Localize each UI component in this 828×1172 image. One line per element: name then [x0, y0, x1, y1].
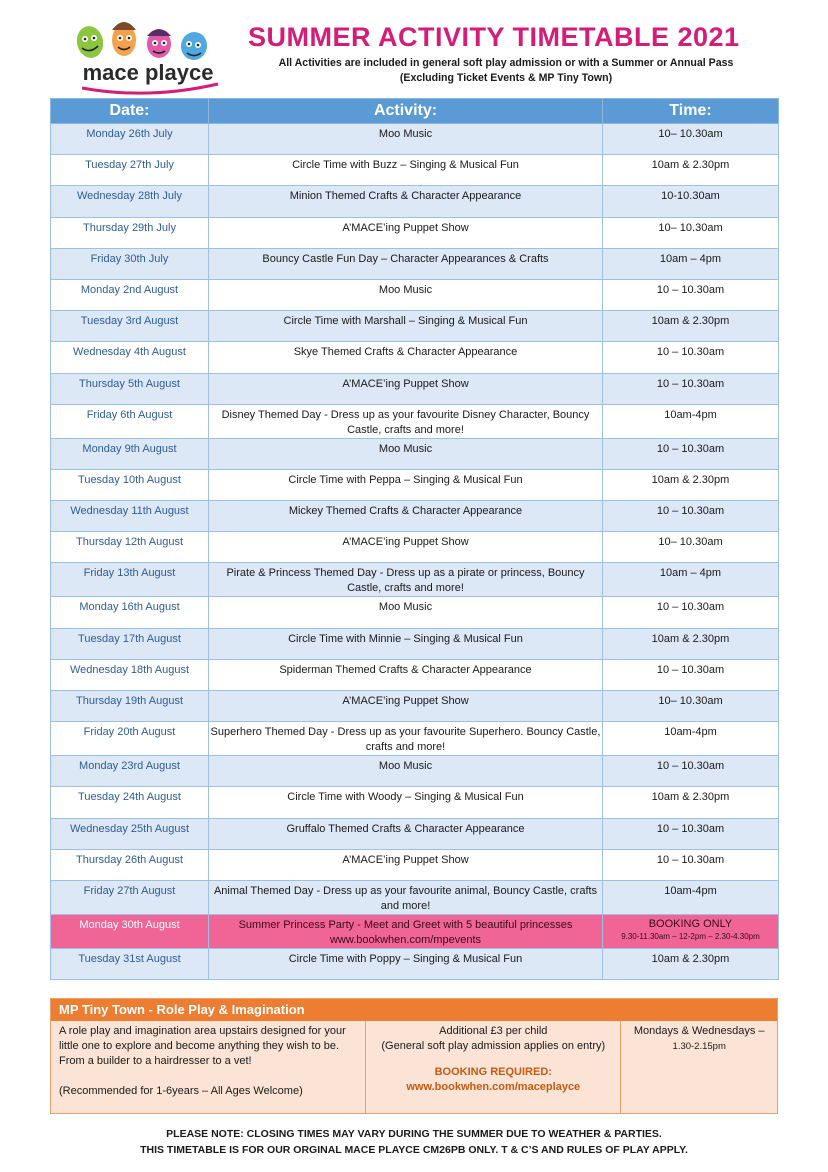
booking-required-label: BOOKING REQUIRED:: [434, 1066, 552, 1078]
time-cell: 10 – 10.30am: [603, 438, 779, 469]
date-cell: Tuesday 3rd August: [51, 311, 209, 342]
time-cell: 10am-4pm: [603, 404, 779, 438]
activity-cell: Circle Time with Peppa – Singing & Musical Fun: [209, 469, 603, 500]
activity-cell: Summer Princess Party - Meet and Greet with 5 beautiful princesses www.bookwhen.com/mpevents: [209, 914, 603, 948]
activity-cell: Animal Themed Day - Dress up as your favourite animal, Bouncy Castle, crafts and more!: [209, 880, 603, 914]
tiny-town-price-note: (General soft play admission applies on entry): [381, 1040, 606, 1052]
table-row: [51, 373, 779, 404]
tiny-town-days: Mondays & Wednesdays –: [633, 1025, 765, 1037]
table-row: [51, 186, 779, 217]
table-row: [51, 722, 779, 756]
table-row: [51, 659, 779, 690]
footer-line-2: THIS TIMETABLE IS FOR OUR ORGINAL MACE PLAYCE CM26PB ONLY. T & C’S AND RULES OF PLAY APPLY.: [140, 1144, 688, 1156]
activity-cell: Bouncy Castle Fun Day – Character Appearances & Crafts: [209, 248, 603, 279]
table-row: [51, 597, 779, 628]
mace-playce-logo: [68, 14, 228, 96]
footer-line-1: PLEASE NOTE: CLOSING TIMES MAY VARY DURING THE SUMMER DUE TO WEATHER & PARTIES.: [166, 1128, 662, 1140]
table-row: [51, 342, 779, 373]
booking-link[interactable]: www.bookwhen.com/maceplayce: [406, 1081, 581, 1093]
date-cell: Tuesday 31st August: [51, 948, 209, 979]
date-cell: Friday 30th July: [51, 248, 209, 279]
date-cell: Thursday 5th August: [51, 373, 209, 404]
time-cell: 10am-4pm: [603, 722, 779, 756]
time-cell: 10 – 10.30am: [603, 659, 779, 690]
table-row: [51, 501, 779, 532]
table-row: [51, 948, 779, 979]
activity-cell: A’MACE’ing Puppet Show: [209, 373, 603, 404]
table-row: [51, 404, 779, 438]
time-column-header: Time:: [603, 99, 779, 124]
date-cell: Friday 13th August: [51, 563, 209, 597]
activity-cell: Moo Music: [209, 597, 603, 628]
activity-cell: Moo Music: [209, 124, 603, 155]
date-cell: Tuesday 10th August: [51, 469, 209, 500]
date-cell: Friday 27th August: [51, 880, 209, 914]
table-row: [51, 818, 779, 849]
subtitle-line-1: All Activities are included in general soft play admission or with a Summer or Annual Pass: [278, 57, 734, 69]
table-row: [51, 311, 779, 342]
date-cell: Monday 9th August: [51, 438, 209, 469]
timetable-body: [51, 124, 779, 980]
activity-cell: Minion Themed Crafts & Character Appearance: [209, 186, 603, 217]
date-cell: Wednesday 25th August: [51, 818, 209, 849]
date-cell: Thursday 19th August: [51, 691, 209, 722]
table-row: [51, 691, 779, 722]
date-cell: Tuesday 27th July: [51, 155, 209, 186]
time-cell: 10– 10.30am: [603, 691, 779, 722]
table-row: [51, 155, 779, 186]
activity-cell: A’MACE’ing Puppet Show: [209, 532, 603, 563]
activity-cell: Circle Time with Minnie – Singing & Musical Fun: [209, 628, 603, 659]
time-cell: 10am – 4pm: [603, 248, 779, 279]
table-row: [51, 628, 779, 659]
time-cell: 10– 10.30am: [603, 124, 779, 155]
date-cell: Thursday 26th August: [51, 849, 209, 880]
time-cell: 10am & 2.30pm: [603, 787, 779, 818]
time-cell: 10-10.30am: [603, 186, 779, 217]
time-cell: 10 – 10.30am: [603, 818, 779, 849]
date-cell: Wednesday 4th August: [51, 342, 209, 373]
time-cell: 10 – 10.30am: [603, 279, 779, 310]
table-row: [51, 787, 779, 818]
time-cell: 10– 10.30am: [603, 217, 779, 248]
time-cell: 10 – 10.30am: [603, 756, 779, 787]
table-row: [51, 248, 779, 279]
time-cell: 10am & 2.30pm: [603, 155, 779, 186]
activity-cell: A’MACE’ing Puppet Show: [209, 217, 603, 248]
time-cell: 10 – 10.30am: [603, 501, 779, 532]
tiny-town-title: MP Tiny Town - Role Play & Imagination: [51, 999, 777, 1021]
subtitle: [250, 56, 762, 86]
time-cell: 10am & 2.30pm: [603, 628, 779, 659]
date-cell: Wednesday 18th August: [51, 659, 209, 690]
tiny-town-description-cell: [51, 1021, 366, 1113]
logo-text: mace playce: [82, 60, 214, 85]
activity-column-header: Activity:: [209, 99, 603, 124]
activity-cell: Moo Music: [209, 756, 603, 787]
table-row: [51, 756, 779, 787]
time-cell: 10am & 2.30pm: [603, 311, 779, 342]
table-row: [51, 849, 779, 880]
time-cell: 10am-4pm: [603, 880, 779, 914]
activity-cell: Disney Themed Day - Dress up as your favourite Disney Character, Bouncy Castle, crafts and more!: [209, 404, 603, 438]
table-row: [51, 914, 779, 948]
date-column-header: Date:: [51, 99, 209, 124]
time-cell: 10– 10.30am: [603, 532, 779, 563]
date-cell: Monday 16th August: [51, 597, 209, 628]
date-cell: Monday 2nd August: [51, 279, 209, 310]
activity-cell: A’MACE’ing Puppet Show: [209, 849, 603, 880]
date-cell: Monday 30th August: [51, 914, 209, 948]
tiny-town-body: [51, 1021, 777, 1113]
table-row: [51, 124, 779, 155]
session-times: 9.30-11.30am – 12-2pm – 2.30-4.30pm: [621, 931, 760, 941]
date-cell: Monday 23rd August: [51, 756, 209, 787]
date-cell: Thursday 29th July: [51, 217, 209, 248]
tiny-town-hours: 1.30-2.15pm: [672, 1041, 726, 1052]
time-cell: 10am – 4pm: [603, 563, 779, 597]
time-cell: 10 – 10.30am: [603, 342, 779, 373]
date-cell: Tuesday 24th August: [51, 787, 209, 818]
time-cell: 10am & 2.30pm: [603, 469, 779, 500]
tiny-town-price-cell: [366, 1021, 621, 1113]
activity-cell: Skye Themed Crafts & Character Appearance: [209, 342, 603, 373]
time-cell: 10 – 10.30am: [603, 849, 779, 880]
tiny-town-recommendation: (Recommended for 1-6years – All Ages Welcome): [59, 1085, 303, 1097]
activity-cell: Spiderman Themed Crafts & Character Appearance: [209, 659, 603, 690]
subtitle-line-2: (Excluding Ticket Events & MP Tiny Town): [399, 72, 613, 84]
timetable-header-row: [51, 99, 779, 124]
character-faces-icon: [74, 22, 209, 62]
activity-cell: Circle Time with Woody – Singing & Musical Fun: [209, 787, 603, 818]
table-row: [51, 563, 779, 597]
tiny-town-description: A role play and imagination area upstairs designed for your little one to explore and become anything they wish to be. From a builder to a hairdresser to a vet!: [59, 1025, 346, 1067]
tiny-town-price: Additional £3 per child: [439, 1025, 548, 1037]
date-cell: Friday 20th August: [51, 722, 209, 756]
activity-cell: Moo Music: [209, 438, 603, 469]
table-row: [51, 880, 779, 914]
footer-notes: [50, 1126, 778, 1158]
activity-cell: Gruffalo Themed Crafts & Character Appearance: [209, 818, 603, 849]
date-cell: Wednesday 28th July: [51, 186, 209, 217]
activity-cell: Circle Time with Marshall – Singing & Musical Fun: [209, 311, 603, 342]
table-row: [51, 438, 779, 469]
booking-only-label: BOOKING ONLY: [648, 917, 733, 930]
table-row: [51, 279, 779, 310]
page-title: SUMMER ACTIVITY TIMETABLE 2021: [248, 22, 740, 52]
date-cell: Wednesday 11th August: [51, 501, 209, 532]
time-cell: 10 – 10.30am: [603, 373, 779, 404]
time-cell: 10 – 10.30am: [603, 597, 779, 628]
date-cell: Tuesday 17th August: [51, 628, 209, 659]
tiny-town-hours-cell: [621, 1021, 777, 1113]
table-row: [51, 532, 779, 563]
tiny-town-panel: [50, 998, 778, 1114]
activity-cell: Superhero Themed Day - Dress up as your favourite Superhero. Bouncy Castle, crafts and more!: [209, 722, 603, 756]
date-cell: Thursday 12th August: [51, 532, 209, 563]
time-cell: 10am & 2.30pm: [603, 948, 779, 979]
table-row: [51, 469, 779, 500]
timetable: [50, 98, 779, 980]
activity-cell: Mickey Themed Crafts & Character Appearance: [209, 501, 603, 532]
activity-cell: Moo Music: [209, 279, 603, 310]
date-cell: Friday 6th August: [51, 404, 209, 438]
activity-cell: Circle Time with Buzz – Singing & Musical Fun: [209, 155, 603, 186]
table-row: [51, 217, 779, 248]
time-cell: [603, 914, 779, 948]
activity-cell: Pirate & Princess Themed Day - Dress up as a pirate or princess, Bouncy Castle, crafts and more!: [209, 563, 603, 597]
activity-cell: Circle Time with Poppy – Singing & Musical Fun: [209, 948, 603, 979]
date-cell: Monday 26th July: [51, 124, 209, 155]
activity-cell: A’MACE’ing Puppet Show: [209, 691, 603, 722]
